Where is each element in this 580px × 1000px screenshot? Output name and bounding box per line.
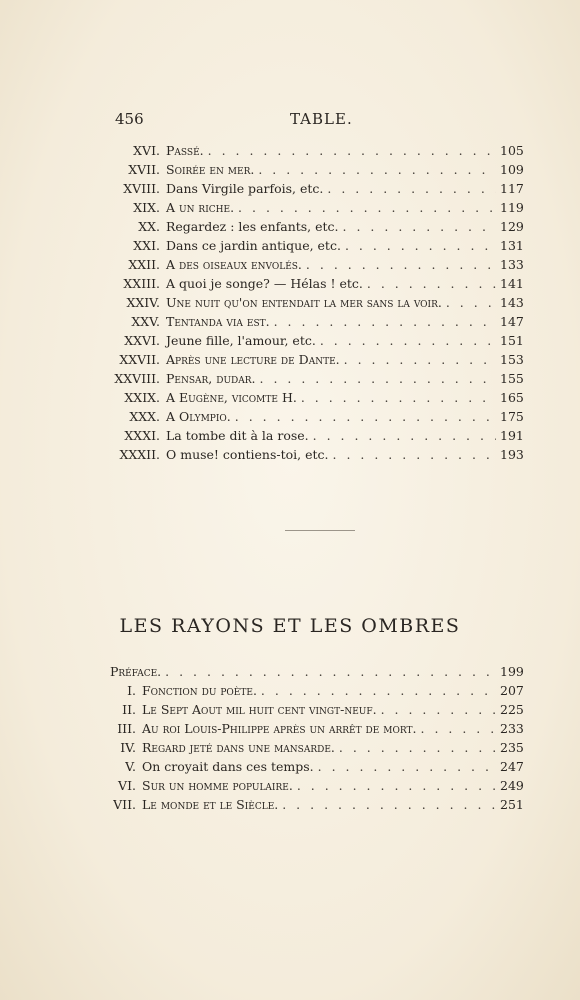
dot-leader [381,702,496,717]
dot-leader [261,683,496,698]
toc-entry [110,797,522,816]
toc-entry [110,219,522,238]
dot-leader [313,428,496,443]
toc-entry [110,759,522,778]
dot-leader [235,409,496,424]
toc-entry-title: Jeune fille, l'amour, etc. [166,333,316,348]
toc-entry-page: 199 [500,664,524,679]
toc-entry-number: VII. [113,797,136,812]
toc-entry [110,447,522,466]
dot-leader [421,721,497,736]
toc-entry-title: Au roi Louis-Philippe après un arrêt de mort. [142,721,417,736]
dot-leader [446,295,496,310]
toc-entry-number: XXVIII. [114,371,160,386]
toc-entry [110,162,522,181]
toc-entry-number: XVIII. [123,181,160,196]
toc-entry [110,409,522,428]
dot-leader [344,352,496,367]
toc-entry-number: I. [127,683,136,698]
page-number: 456 [115,110,144,128]
toc-entry-title: Soirée en mer. [166,162,255,177]
toc-entry-number: IV. [120,740,136,755]
toc-entry-number: XVI. [133,143,160,158]
toc-entry-title: A des oiseaux envolés. [166,257,302,272]
toc-entry-page: 155 [500,371,524,386]
table-of-contents-part-2 [110,664,522,816]
toc-entry-number: XX. [138,219,160,234]
toc-entry-number: XXXI. [124,428,160,443]
toc-entry-page: 249 [500,778,524,793]
toc-entry-page: 109 [500,162,524,177]
dot-leader [165,664,496,679]
toc-entry [110,683,522,702]
toc-entry-page: 191 [500,428,524,443]
toc-entry [110,702,522,721]
toc-entry [110,778,522,797]
dot-leader [274,314,496,329]
toc-entry-number: XXII. [128,257,160,272]
toc-entry-page: 105 [500,143,524,158]
toc-entry-number: XXIX. [124,390,160,405]
toc-entry [110,200,522,219]
toc-entry [110,721,522,740]
toc-entry-title: A Olympio. [166,409,231,424]
toc-entry [110,428,522,447]
toc-entry-title: On croyait dans ces temps. [142,759,314,774]
toc-entry-number: XXVI. [124,333,160,348]
dot-leader [238,200,496,215]
toc-entry-number: VI. [118,778,136,793]
toc-entry-title: Regard jeté dans une mansarde. [142,740,335,755]
toc-entry-page: 247 [500,759,524,774]
toc-entry [110,143,522,162]
toc-entry-title: A Eugène, vicomte H. [166,390,297,405]
toc-entry-number: XXXII. [119,447,160,462]
toc-entry-number: XVII. [128,162,160,177]
toc-entry-title: Sur un homme populaire. [142,778,293,793]
dot-leader [343,219,496,234]
section-divider [285,530,355,531]
dot-leader [333,447,496,462]
toc-entry [110,181,522,200]
table-of-contents-part-1 [110,143,522,466]
toc-entry-title: Préface. [110,664,162,679]
toc-entry [110,295,522,314]
toc-entry [110,314,522,333]
toc-entry-title: Dans ce jardin antique, etc. [166,238,341,253]
toc-entry-page: 165 [500,390,524,405]
toc-entry-title: Dans Virgile parfois, etc. [166,181,324,196]
toc-entry-page: 207 [500,683,524,698]
dot-leader [282,797,496,812]
toc-entry-page: 129 [500,219,524,234]
dot-leader [208,143,496,158]
toc-entry [110,257,522,276]
dot-leader [297,778,496,793]
toc-entry-number: XXX. [129,409,160,424]
dot-leader [306,257,496,272]
dot-leader [339,740,496,755]
dot-leader [258,162,496,177]
toc-entry-number: XXI. [133,238,160,253]
toc-entry [110,740,522,759]
toc-entry-title: Pensar, dudar. [166,371,256,386]
toc-entry [110,352,522,371]
toc-entry-page: 117 [500,181,524,196]
toc-entry-number: II. [122,702,136,717]
toc-entry-number: XIX. [133,200,160,215]
dot-leader [320,333,496,348]
toc-entry [110,390,522,409]
toc-entry [110,238,522,257]
toc-entry-number: XXV. [131,314,160,329]
toc-entry-page: 251 [500,797,524,812]
toc-entry [110,371,522,390]
toc-entry [110,664,522,683]
toc-entry-page: 119 [500,200,524,215]
toc-entry-title: Regardez : les enfants, etc. [166,219,339,234]
toc-entry-title: Le monde et le Siècle. [142,797,279,812]
dot-leader [301,390,496,405]
toc-entry-number: III. [117,721,136,736]
toc-entry [110,276,522,295]
toc-entry-title: Le Sept Aout mil huit cent vingt-neuf. [142,702,377,717]
toc-entry-page: 147 [500,314,524,329]
toc-entry-page: 153 [500,352,524,367]
toc-entry-title: O muse! contiens-toi, etc. [166,447,329,462]
running-title: TABLE. [290,110,353,128]
toc-entry-page: 141 [500,276,524,291]
toc-entry-title: Une nuit qu'on entendait la mer sans la voir. [166,295,442,310]
dot-leader [367,276,496,291]
toc-entry-title: La tombe dit à la rose. [166,428,309,443]
toc-entry-title: A quoi je songe? — Hélas ! etc. [166,276,363,291]
dot-leader [327,181,496,196]
toc-entry-page: 175 [500,409,524,424]
toc-entry-title: Tentanda via est. [166,314,270,329]
toc-entry-number: XXIII. [123,276,160,291]
toc-entry-number: XXIV. [126,295,160,310]
page-header [115,110,495,132]
toc-entry-page: 151 [500,333,524,348]
dot-leader [260,371,496,386]
toc-entry-number: XXVII. [119,352,160,367]
toc-entry-page: 193 [500,447,524,462]
toc-entry-title: Passé. [166,143,204,158]
section-title: LES RAYONS ET LES OMBRES [119,615,461,637]
toc-entry-page: 133 [500,257,524,272]
dot-leader [318,759,496,774]
toc-entry-title: Fonction du poète. [142,683,257,698]
toc-entry-page: 143 [500,295,524,310]
toc-entry-page: 235 [500,740,524,755]
toc-entry-page: 233 [500,721,524,736]
toc-entry-page: 131 [500,238,524,253]
toc-entry-title: Après une lecture de Dante. [166,352,340,367]
toc-entry-title: A un riche. [166,200,235,215]
toc-entry-number: V. [125,759,136,774]
toc-entry-page: 225 [500,702,524,717]
dot-leader [345,238,496,253]
toc-entry [110,333,522,352]
